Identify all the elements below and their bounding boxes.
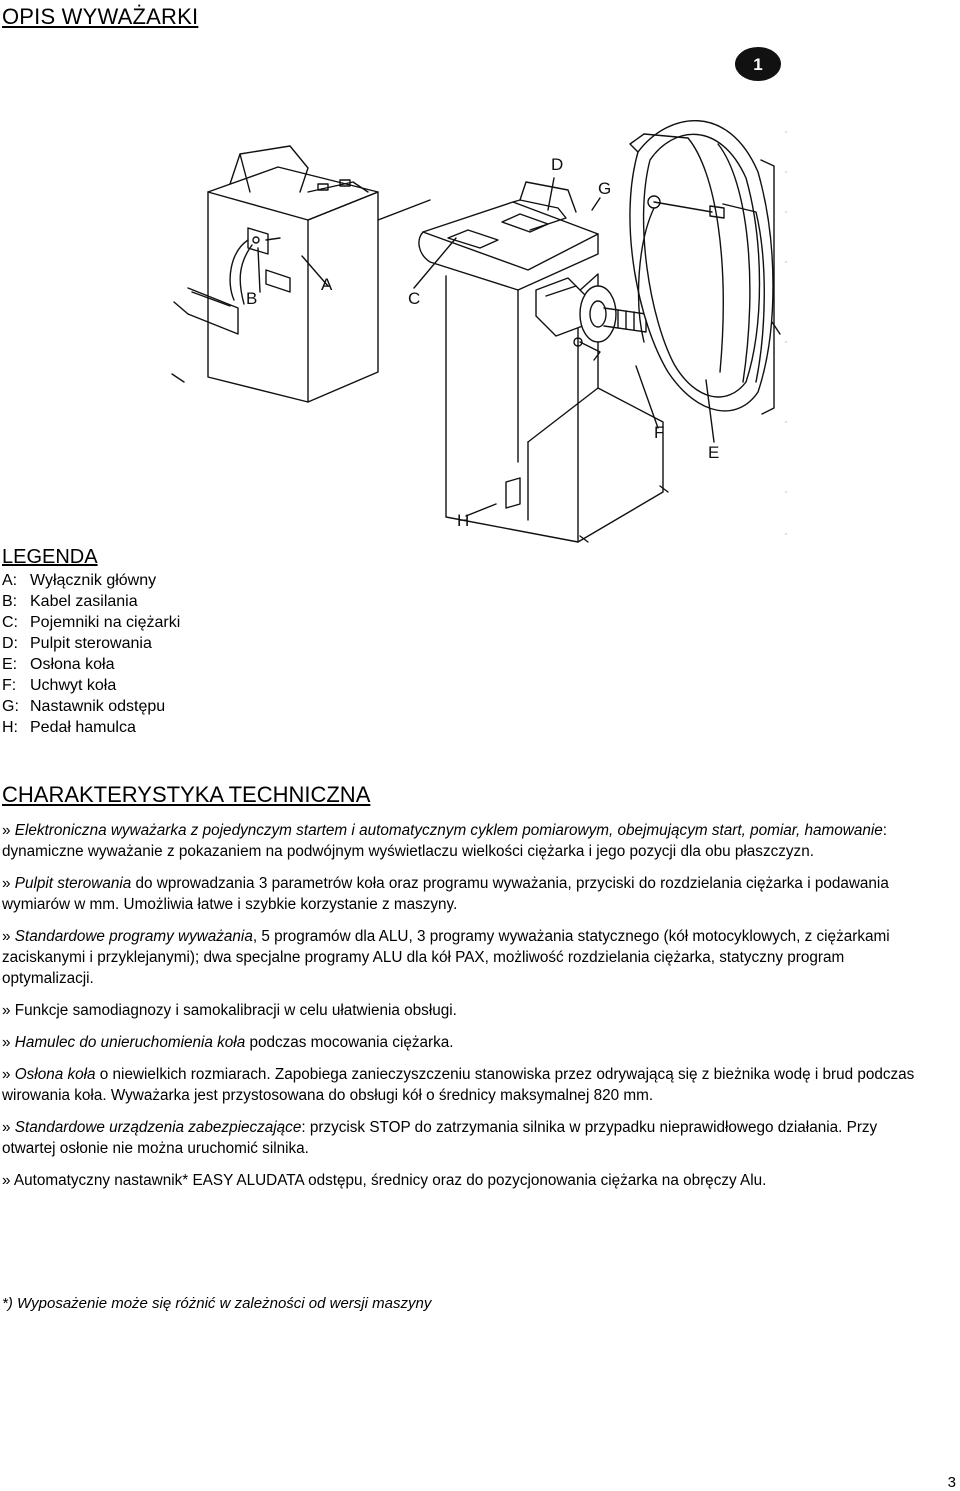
emphasis: Osłona koła xyxy=(14,1066,96,1083)
balancer-illustration xyxy=(168,42,790,548)
tech-paragraph xyxy=(2,1032,932,1053)
emphasis: Hamulec do unieruchomienia koła xyxy=(14,1034,246,1051)
legend-key: D: xyxy=(2,635,18,652)
legend-key: F: xyxy=(2,677,17,694)
tech-title: CHARAKTERYSTYKA TECHNICZNA xyxy=(2,782,371,807)
bullet: » xyxy=(2,1034,15,1051)
legend-title: LEGENDA xyxy=(2,546,98,568)
bullet: » xyxy=(2,1066,15,1083)
body-text: : dynamiczne wyważanie z pokazaniem na podwójnym wyświetlaczu wielkości ciężarka i jego pozycji dla obu płaszczyzn. xyxy=(2,822,887,860)
legend-item xyxy=(2,633,402,654)
legend-list xyxy=(2,570,402,738)
tech-paragraph xyxy=(2,926,932,989)
legend-item xyxy=(2,675,402,696)
wheel-guard-drawing xyxy=(630,121,780,414)
body-text: : przycisk STOP do zatrzymania silnika w przypadku nieprawidłowego działania. Przy otwartej osłonie nie można uruchomić silnika. xyxy=(2,1119,878,1157)
legend-label: Osłona koła xyxy=(30,656,115,673)
bullet: » xyxy=(2,928,15,945)
callout-f: F xyxy=(654,423,665,442)
callout-b: B xyxy=(246,289,258,308)
emphasis: Standardowe programy wyważania xyxy=(14,928,253,945)
balancer-figure xyxy=(168,42,790,548)
body-text: podczas mocowania ciężarka. xyxy=(245,1034,454,1051)
legend-key: H: xyxy=(2,719,18,736)
rear-machine-drawing xyxy=(172,146,378,402)
legend-key: A: xyxy=(2,572,18,589)
legend-label: Pulpit sterowania xyxy=(30,635,152,652)
legend-label: Uchwyt koła xyxy=(30,677,117,694)
callout-e: E xyxy=(708,443,720,462)
legend-item xyxy=(2,570,402,591)
legend-label: Pojemniki na ciężarki xyxy=(30,614,181,631)
tech-paragraph xyxy=(2,1000,932,1021)
figure-number: 1 xyxy=(753,55,763,74)
wheel-hub-drawing xyxy=(536,278,646,360)
callout-c: C xyxy=(408,289,421,308)
bullet: » xyxy=(2,1119,15,1136)
callout-a: A xyxy=(321,275,333,294)
tech-paragraph xyxy=(2,1117,932,1159)
callout-g: G xyxy=(598,179,612,198)
legend-item xyxy=(2,612,402,633)
page-title: OPIS WYWAŻARKI xyxy=(2,4,199,29)
legend-item xyxy=(2,696,402,717)
legend-key: E: xyxy=(2,656,18,673)
edge-dots xyxy=(785,131,787,535)
body-text: » Automatyczny nastawnik* EASY ALUDATA odstępu, średnicy oraz do pozycjonowania ciężarka na obręczy Alu. xyxy=(2,1172,767,1189)
legend-item xyxy=(2,591,402,612)
legend-label: Wyłącznik główny xyxy=(30,572,157,589)
emphasis: Standardowe urządzenia zabezpieczające xyxy=(14,1119,302,1136)
bullet: » xyxy=(2,875,15,892)
legend xyxy=(2,546,402,738)
emphasis: Pulpit sterowania xyxy=(14,875,132,892)
legend-key: G: xyxy=(2,698,19,715)
tech-paragraph xyxy=(2,820,932,862)
tech-paragraph xyxy=(2,873,932,915)
tech-paragraph xyxy=(2,1170,932,1191)
body-text: do wprowadzania 3 parametrów koła oraz programu wyważania, przyciski do rozdzielania ciężarka i podawania wymiarów w mm. Umożliwia łatwe i szybkie korzystanie z maszyny. xyxy=(2,875,889,913)
legend-label: Kabel zasilania xyxy=(30,593,138,610)
bullet: » xyxy=(2,822,15,839)
body-text: o niewielkich rozmiarach. Zapobiega zanieczyszczeniu stanowiska przez odrywającą się z bieżnika wodę i brud podczas wirowania koła. Wyważarka jest przystosowana do obsługi kół o średnicy maksymalnej 820 mm. xyxy=(2,1066,915,1104)
callout-h: H xyxy=(457,511,470,530)
legend-label: Nastawnik odstępu xyxy=(30,698,166,715)
legend-label: Pedał hamulca xyxy=(30,719,136,736)
emphasis: Elektroniczna wyważarka z pojedynczym startem i automatycznym cyklem pomiarowym, obejmującym start, pomiar, hamowanie xyxy=(14,822,883,839)
legend-item xyxy=(2,717,402,738)
body-text: , 5 programów dla ALU, 3 programy wyważania statycznego (kół motocyklowych, z ciężarkami zaciskanymi i przyklejanymi); dwa specjalne programy ALU dla kół PAX, możliwość rozdzielania ciężarka, statyczny program optymalizacji. xyxy=(2,928,890,987)
body-text: » Funkcje samodiagnozy i samokalibracji w celu ułatwienia obsługi. xyxy=(2,1002,457,1019)
callout-d: D xyxy=(551,155,564,174)
footnote: *) Wyposażenie może się różnić w zależności od wersji maszyny xyxy=(2,1295,432,1312)
technical-characteristics xyxy=(2,782,932,1202)
page-number: 3 xyxy=(947,1474,956,1491)
legend-key: B: xyxy=(2,593,18,610)
legend-key: C: xyxy=(2,614,18,631)
legend-item xyxy=(2,654,402,675)
tech-paragraph xyxy=(2,1064,932,1106)
